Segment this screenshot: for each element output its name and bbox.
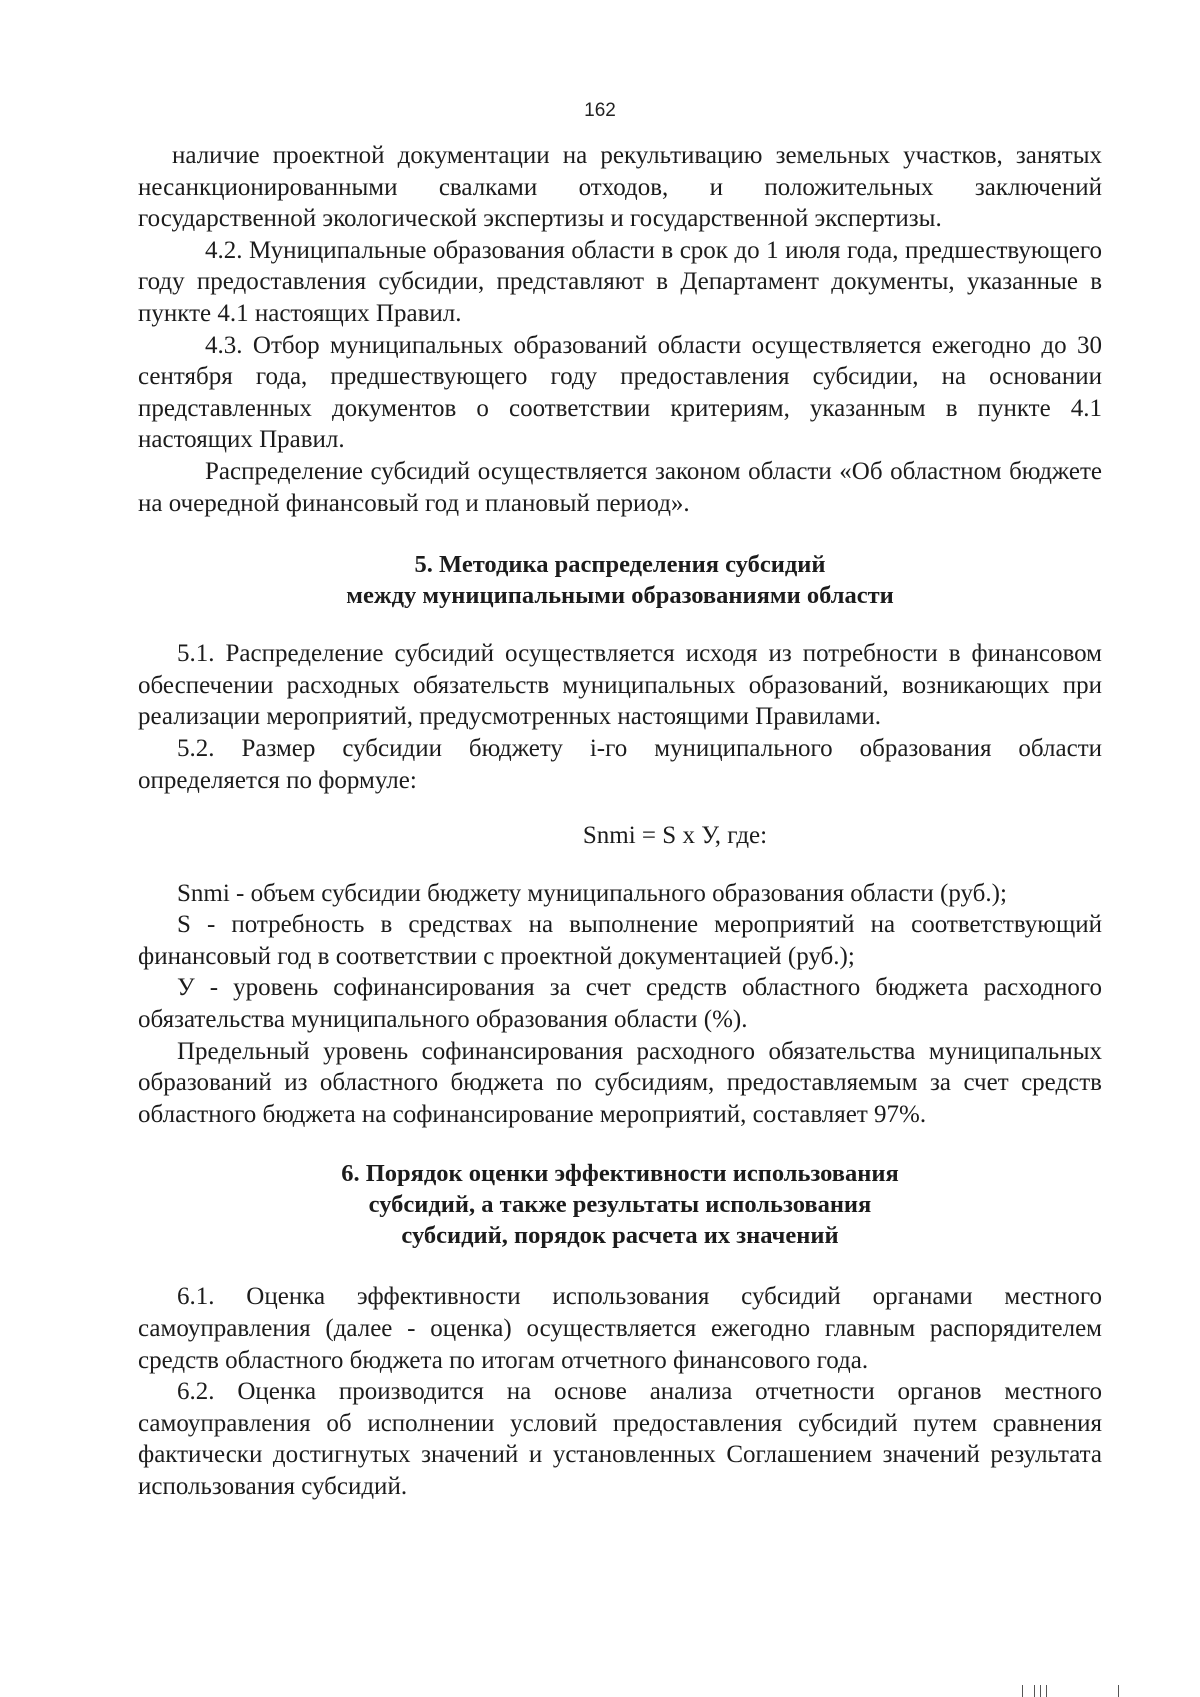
paragraph-5-2: 5.2. Размер субсидии бюджету i-го муниципального образования области определяется по формуле: (138, 734, 1102, 794)
paragraph-distribution: Распределение субсидий осуществляется законом области «Об областном бюджете на очередной финансовый год и плановый период». (138, 457, 1102, 517)
section-5-heading-line-1: 5. Методика распределения субсидий (414, 551, 826, 579)
paragraph-4-2: 4.2. Муниципальные образования области в срок до 1 июля года, предшествующего году предоставления субсидии, представляют в Департамент документы, указанные в пункте 4.1 настоящих Правил. (138, 236, 1102, 327)
section-5-heading-line-2: между муниципальными образованиями области (346, 582, 894, 610)
paragraph-continuation: наличие проектной документации на рекультивацию земельных участков, занятых несанкционированными свалками отходов, и положительных заключений государственной экологической экспертизы и государственной экспертизы. (138, 142, 1102, 233)
formula: Snmi = S x У, где: (582, 822, 768, 850)
definition-u: У - уровень софинансирования за счет средств областного бюджета расходного обязательства муниципального образования области (%). (138, 974, 1102, 1034)
paragraph-4-3: 4.3. Отбор муниципальных образований области осуществляется ежегодно до 30 сентября года, предшествующего году предоставления субсидии, на основании представленных документов о соответствии критериям, указанным в пункте 4.1 настоящих Правил. (138, 331, 1102, 454)
paragraph-5-1: 5.1. Распределение субсидий осуществляется исходя из потребности в финансовом обеспечении расходных обязательств муниципальных образований, возникающих при реализации мероприятий, предусмотренных настоящими Правилами. (138, 640, 1102, 731)
definition-snmi: Snmi - объем субсидии бюджету муниципального образования области (руб.); (177, 879, 1007, 907)
scan-edge-marks (1020, 1673, 1180, 1697)
definition-s: S - потребность в средствах на выполнение мероприятий на соответствующий финансовый год в соответствии с проектной документацией (руб.); (138, 911, 1102, 970)
section-6-heading-line-2: субсидий, а также результаты использования (368, 1191, 872, 1219)
document-body (138, 140, 1102, 1503)
paragraph-limit: Предельный уровень софинансирования расходного обязательства муниципальных образований из областного бюджета по субсидиям, предоставляемым за счет средств областного бюджета на софинансирование мероприятий, составляет 97%. (138, 1037, 1102, 1128)
paragraph-6-1: 6.1. Оценка эффективности использования субсидий органами местного самоуправления (далее - оценка) осуществляется ежегодно главным распорядителем средств областного бюджета по итогам отчетного финансового года. (138, 1283, 1102, 1374)
section-6-heading-line-3: субсидий, порядок расчета их значений (401, 1222, 839, 1250)
paragraph-6-2: 6.2. Оценка производится на основе анализа отчетности органов местного самоуправления об исполнении условий предоставления субсидий путем сравнения фактически достигнутых значений и установленных Соглашением значений результата использования субсидий. (138, 1378, 1102, 1500)
section-6-heading-line-1: 6. Порядок оценки эффективности использования (341, 1160, 899, 1188)
page-number: 162 (584, 100, 616, 121)
